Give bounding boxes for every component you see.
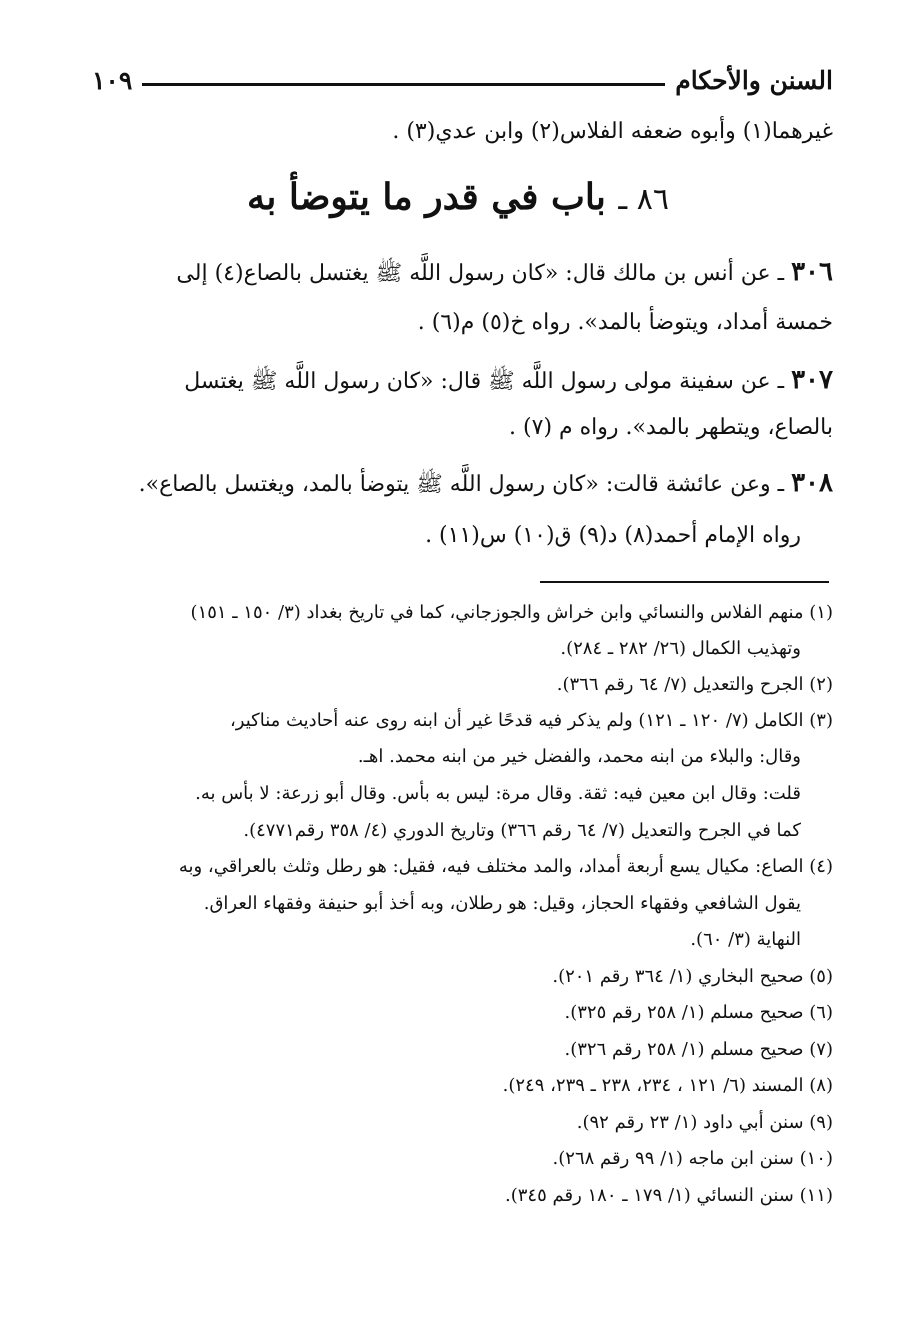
- hadith-308-line-1: [92, 463, 833, 505]
- footnote-line: (٣) الكامل (٧/ ١٢٠ ـ ١٢١) ولم يذكر فيه قدحًا غير أن ابنه روى عنه أحاديث مناكير،: [229, 710, 833, 731]
- footnote-line: (٧) صحيح مسلم (١/ ٢٥٨ رقم ٣٢٦).: [564, 1039, 833, 1060]
- hadith-number: ٣٠٨: [791, 468, 833, 498]
- footnote-line: (٩) سنن أبي داود (١/ ٢٣ رقم ٩٢).: [576, 1112, 833, 1133]
- footnote-line: (١١) سنن النسائي (١/ ١٧٩ ـ ١٨٠ رقم ٣٤٥).: [505, 1185, 833, 1206]
- hadith-306-line-1: [92, 252, 833, 294]
- footnote-line: كما في الجرح والتعديل (٧/ ٦٤ رقم ٣٦٦) وتاريخ الدوري (٤/ ٣٥٨ رقم٤٧٧١).: [243, 820, 801, 841]
- hadith-number: ٣٠٦: [791, 257, 833, 287]
- hadith-307-line-1: [92, 360, 833, 402]
- header-rule: [142, 83, 665, 86]
- footnote-line: (٥) صحيح البخاري (١/ ٣٦٤ رقم ٢٠١).: [552, 966, 833, 987]
- hadith-text: ـ عن أنس بن مالك قال: «كان رسول اللَّه ﷺ يغتسل بالصاع(٤) إلى: [176, 261, 785, 286]
- footnote-line: (١) منهم الفلاس والنسائي وابن خراش والجوزجاني، كما في تاريخ بغداد (٣/ ١٥٠ ـ ١٥١): [190, 602, 833, 623]
- hadith-307-line-2: بالصاع، ويتطهر بالمد». رواه م (٧) .: [509, 415, 833, 440]
- footnote-line: وتهذيب الكمال (٢٦/ ٢٨٢ ـ ٢٨٤).: [560, 638, 801, 659]
- hadith-text: ـ وعن عائشة قالت: «كان رسول اللَّه ﷺ يتوضأ بالمد، ويغتسل بالصاع».: [138, 472, 785, 497]
- footnote-line: (١٠) سنن ابن ماجه (١/ ٩٩ رقم ٢٦٨).: [552, 1148, 833, 1169]
- footnote-line: (٨) المسند (٦/ ١٢١ ، ٢٣٤، ٢٣٨ ـ ٢٣٩، ٢٤٩).: [502, 1075, 833, 1096]
- footnote-line: (٢) الجرح والتعديل (٧/ ٦٤ رقم ٣٦٦).: [556, 674, 833, 695]
- footnote-separator: [540, 581, 829, 583]
- footnote-line: وقال: والبلاء من ابنه محمد، والفضل خير من ابنه محمد. اهـ.: [357, 746, 801, 767]
- chapter-number: ٨٦ ـ: [618, 182, 669, 217]
- footnote-line: النهاية (٣/ ٦٠).: [690, 929, 801, 950]
- page-number: ١٠٩: [92, 65, 133, 95]
- hadith-306-line-2: خمسة أمداد، ويتوضأ بالمد». رواه خ(٥) م(٦) .: [417, 310, 833, 335]
- footnote-line: (٤) الصاع: مكيال يسع أربعة أمداد، والمد مختلف فيه، فقيل: هو رطل وثلث بالعراقي، وبه: [178, 856, 833, 877]
- book-title: السنن والأحكام: [675, 65, 833, 95]
- footnote-line: (٦) صحيح مسلم (١/ ٢٥٨ رقم ٣٢٥).: [564, 1002, 833, 1023]
- hadith-number: ٣٠٧: [791, 365, 833, 395]
- hadith-text: ـ عن سفينة مولى رسول اللَّه ﷺ قال: «كان رسول اللَّه ﷺ يغتسل: [184, 369, 785, 394]
- chapter-title: باب في قدر ما يتوضأ به: [247, 176, 606, 218]
- running-header: [92, 60, 833, 100]
- carry-over-line: غيرهما(١) وأبوه ضعفه الفلاس(٢) وابن عدي(٣) .: [392, 119, 833, 144]
- chapter-heading: [100, 172, 816, 225]
- footnote-line: يقول الشافعي وفقهاء الحجاز، وقيل: هو رطلان، وبه أخذ أبو حنيفة وفقهاء العراق.: [203, 893, 801, 914]
- hadith-308-line-2: رواه الإمام أحمد(٨) د(٩) ق(١٠) س(١١) .: [425, 523, 801, 548]
- footnote-line: قلت: وقال ابن معين فيه: ثقة. وقال مرة: ليس به بأس. وقال أبو زرعة: لا بأس به.: [195, 783, 801, 804]
